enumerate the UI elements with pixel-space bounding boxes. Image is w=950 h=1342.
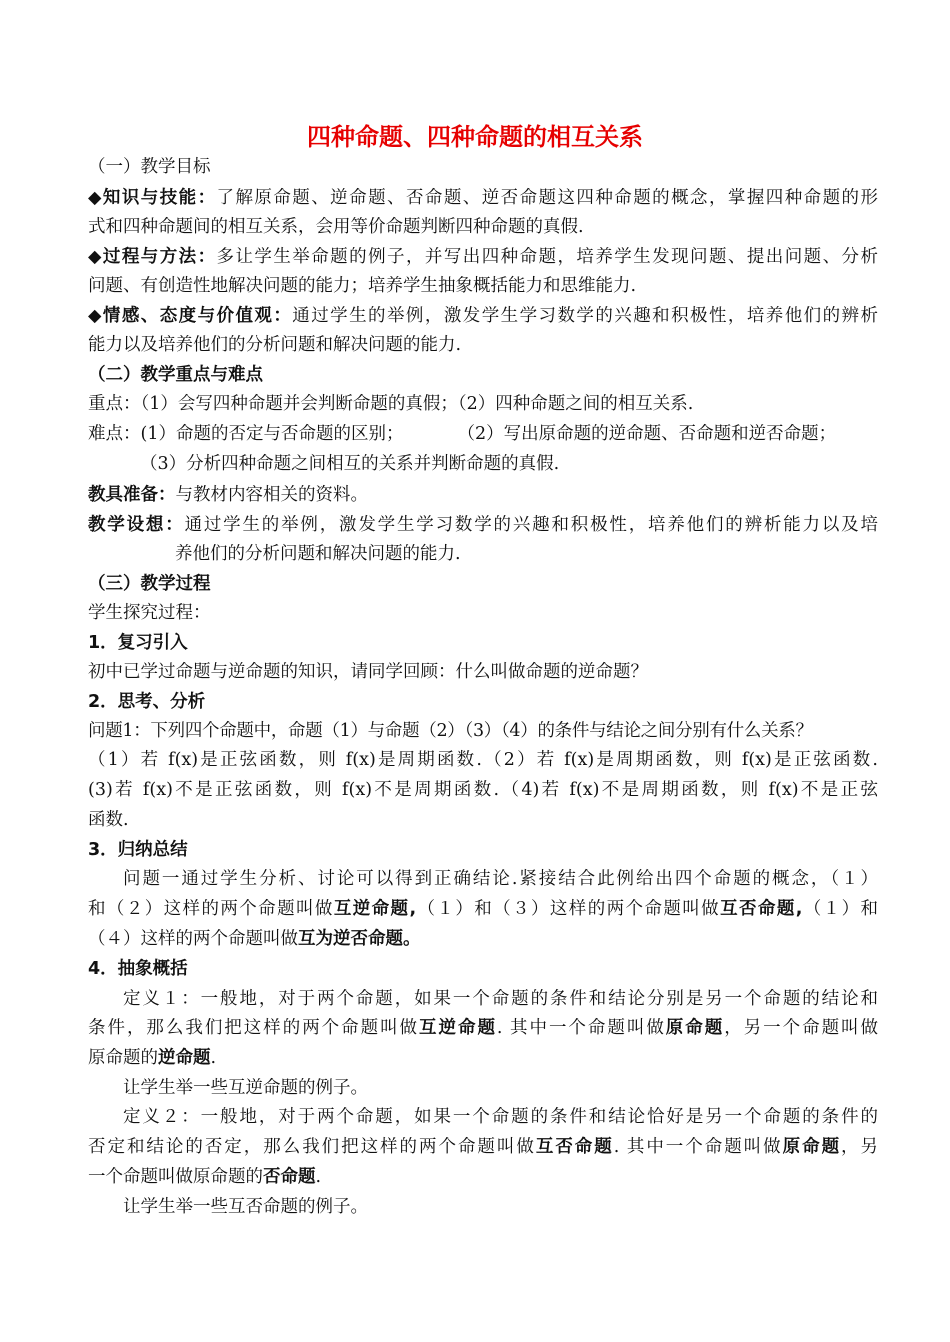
knowledge-line-2: 式和四种命题间的相互关系，会用等价命题判断四种命题的真假. xyxy=(88,217,584,237)
emotion-line-1 xyxy=(88,301,878,331)
def1-text-e: ，另一个命题叫做 xyxy=(724,1018,879,1038)
definition-2-line-1: 定义２：一般地，对于两个命题，如果一个命题的条件和结论恰好是另一个命题的条件的 xyxy=(123,1107,878,1127)
section-4-heading: 4．抽象概括 xyxy=(88,959,188,979)
definition-1-line-2 xyxy=(88,1013,878,1043)
knowledge-label: ◆知识与技能： xyxy=(88,188,217,208)
idea-line-2: 养他们的分析问题和解决问题的能力. xyxy=(175,544,461,564)
key-points: 重点：（1）会写四种命题并会判断命题的真假；（2）四种命题之间的相互关系. xyxy=(88,394,694,414)
def1-term-original: 原命题 xyxy=(665,1018,725,1038)
term-converse: 互逆命题, xyxy=(333,899,417,919)
question-1: 问题1：下列四个命题中，命题（1）与命题（2）（3）（4）的条件与结论之间分别有什么关系？ xyxy=(88,721,813,741)
definition-2-line-3 xyxy=(88,1162,878,1192)
emotion-text-1: 通过学生的举例，激发学生学习数学的兴趣和积极性，培养他们的辨析 xyxy=(292,306,878,326)
def2-text-c: . 其中一个命题叫做 xyxy=(613,1137,783,1157)
def2-term-inverse: 互否命题 xyxy=(535,1137,614,1157)
example-2: 让学生举一些互否命题的例子。 xyxy=(123,1197,368,1217)
section-2-heading: 2．思考、分析 xyxy=(88,692,206,712)
proposition-line-2: (3)若 f(x)不是正弦函数，则 f(x)不是周期函数.（4)若 f(x)不是周期函数，则 f(x)不是正弦 xyxy=(88,780,878,800)
knowledge-line-1 xyxy=(88,183,878,213)
summary-line-3 xyxy=(88,924,878,954)
def2-text-e: ，另 xyxy=(841,1137,879,1157)
definition-2-line-2 xyxy=(88,1132,878,1162)
proposition-line-1: （1）若 f(x)是正弦函数，则 f(x)是周期函数.（2）若 f(x)是周期函数，则 f(x)是正弦函数. xyxy=(88,750,878,770)
process-line-2: 问题、有创造性地解决问题的能力；培养学生抽象概括能力和思维能力. xyxy=(88,276,637,296)
summary-line-1: 问题一通过学生分析、讨论可以得到正确结论.紧接结合此例给出四个命题的概念，（１） xyxy=(123,869,878,889)
def1-text-a: 条件，那么我们把这样的两个命题叫做 xyxy=(88,1018,420,1038)
tools-line xyxy=(88,480,878,510)
process-label: ◆过程与方法： xyxy=(88,247,217,267)
page-title: 四种命题、四种命题的相互关系 xyxy=(307,123,643,151)
difficulty-2: （2）写出原命题的逆命题、否命题和逆否命题； xyxy=(457,424,837,444)
difficulty-line-1 xyxy=(88,419,878,449)
idea-label: 教学设想： xyxy=(88,515,185,535)
emotion-line-2: 能力以及培养他们的分析问题和解决问题的能力. xyxy=(88,335,462,355)
difficulty-1: 难点：(1）命题的否定与否命题的区别； xyxy=(88,424,404,444)
term-contrapositive: 互为逆否命题。 xyxy=(298,929,421,949)
proposition-line-3: 函数. xyxy=(88,810,129,830)
def1-term-converse: 互逆命题 xyxy=(419,1018,497,1038)
section-1-heading: 1．复习引入 xyxy=(88,633,188,653)
process-heading: （三）教学过程 xyxy=(88,574,211,594)
section-3-heading: 3．归纳总结 xyxy=(88,840,188,860)
summary-line-2 xyxy=(88,894,878,924)
def2-text-a: 否定和结论的否定，那么我们把这样的两个命题叫做 xyxy=(88,1137,536,1157)
emotion-label: ◆情感、态度与价值观： xyxy=(88,306,293,326)
def1-text-3a: 原命题的 xyxy=(88,1048,158,1068)
def2-text-3c: . xyxy=(315,1167,322,1187)
def2-term-inverse-prop: 否命题 xyxy=(263,1167,316,1187)
def1-term-converse-prop: 逆命题 xyxy=(158,1048,211,1068)
difficulty-line-2: （3）分析四种命题之间相互的关系并判断命题的真假. xyxy=(140,454,560,474)
objectives-heading: （一）教学目标 xyxy=(88,157,211,177)
process-text-1: 多让学生举命题的例子，并写出四种命题，培养学生发现问题、提出问题、分析 xyxy=(216,247,878,267)
section-1-text: 初中已学过命题与逆命题的知识，请同学回顾：什么叫做命题的逆命题？ xyxy=(88,662,648,682)
example-1: 让学生举一些互逆命题的例子。 xyxy=(123,1078,368,1098)
def1-text-c: . 其中一个命题叫做 xyxy=(496,1018,666,1038)
knowledge-text-1: 了解原命题、逆命题、否命题、逆否命题这四种命题的概念，掌握四种命题的形 xyxy=(216,188,878,208)
def2-term-original: 原命题 xyxy=(782,1137,842,1157)
summary-text-3a: （４）这样的两个命题叫做 xyxy=(88,929,298,949)
term-inverse: 互否命题, xyxy=(720,899,803,919)
definition-1-line-1: 定义１：一般地，对于两个命题，如果一个命题的条件和结论分别是另一个命题的结论和 xyxy=(123,989,878,1009)
summary-text-c: （１）和（３）这样的两个命题叫做 xyxy=(416,899,721,919)
tools-label: 教具准备： xyxy=(88,485,176,505)
definition-1-line-3 xyxy=(88,1043,878,1073)
summary-text-a: 和（２）这样的两个命题叫做 xyxy=(88,899,334,919)
keypoints-heading: （二）教学重点与难点 xyxy=(88,365,263,385)
idea-line-1 xyxy=(88,510,878,540)
def2-text-3a: 一个命题叫做原命题的 xyxy=(88,1167,263,1187)
process-line-1 xyxy=(88,242,878,272)
summary-text-e: （１）和 xyxy=(802,899,879,919)
tools-text: 与教材内容相关的资料。 xyxy=(175,485,368,505)
idea-text-1: 通过学生的举例，激发学生学习数学的兴趣和积极性，培养他们的辨析能力以及培 xyxy=(184,515,878,535)
process-intro: 学生探究过程： xyxy=(88,603,211,623)
def1-text-3c: . xyxy=(210,1048,217,1068)
